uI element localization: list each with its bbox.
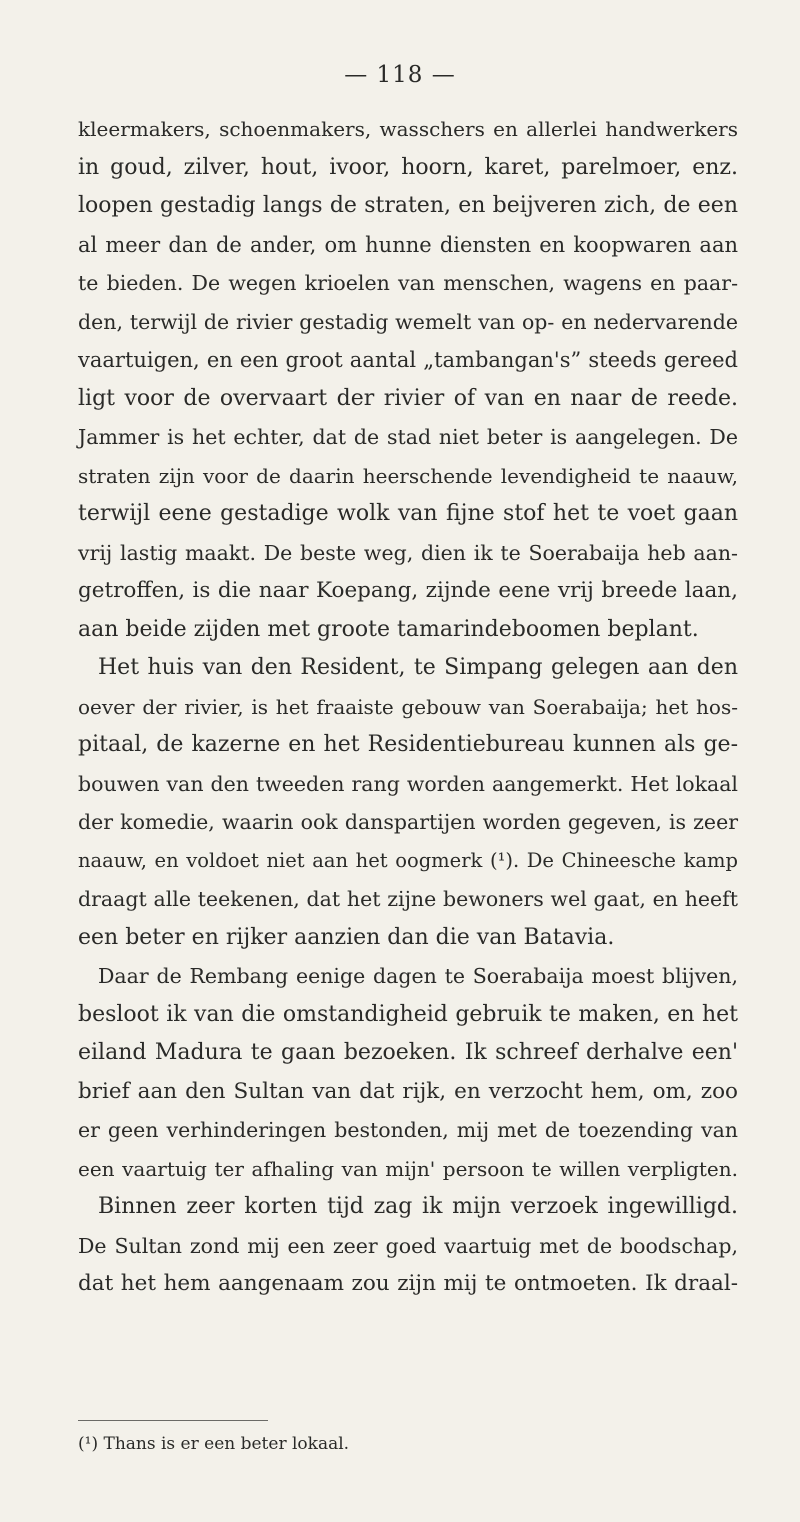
text-line: er geen verhinderingen bestonden, mij met de toezending van	[78, 1118, 738, 1142]
text-line: een beter en rijker aanzien dan die van Batavia.	[78, 924, 615, 950]
text-line: getroffen, is die naar Koepang, zijnde eene vrij breede laan,	[78, 578, 738, 603]
text-line: te bieden. De wegen krioelen van menschen, wagens en paar-	[78, 271, 738, 295]
text-line: vaartuigen, en een groot aantal „tambangan's” steeds gereed	[78, 348, 738, 372]
text-line: Jammer is het echter, dat de stad niet beter is aangelegen. De	[78, 425, 738, 449]
text-line: Het huis van den Resident, te Simpang gelegen aan den	[98, 655, 738, 680]
text-line: Binnen zeer korten tijd zag ik mijn verzoek ingewilligd.	[98, 1194, 738, 1219]
text-line: draagt alle teekenen, dat het zijne bewoners wel gaat, en heeft	[78, 887, 738, 911]
text-line: in goud, zilver, hout, ivoor, hoorn, karet, parelmoer, enz.	[78, 154, 738, 180]
text-line: pitaal, de kazerne en het Residentiebureau kunnen als ge-	[78, 732, 738, 757]
text-line: een vaartuig ter afhaling van mijn' persoon te willen verpligten.	[78, 1156, 738, 1181]
body-text	[78, 110, 738, 1304]
text-line: den, terwijl de rivier gestadig wemelt van op- en nedervarende	[78, 309, 738, 334]
text-line: Daar de Rembang eenige dagen te Soerabaija moest blijven,	[98, 964, 738, 988]
footnote-divider	[78, 1420, 268, 1421]
page-number: — 118 —	[344, 62, 456, 88]
text-line: brief aan den Sultan van dat rijk, en verzocht hem, om, zoo	[78, 1078, 738, 1104]
footnote: (¹) Thans is er een beter lokaal.	[78, 1434, 350, 1454]
text-line: naauw, en voldoet niet aan het oogmerk (¹). De Chineesche kamp	[78, 848, 738, 872]
text-line: besloot ik van die omstandigheid gebruik te maken, en het	[78, 1001, 738, 1027]
text-line: aan beide zijden met groote tamarindeboomen beplant.	[78, 616, 699, 642]
text-line: vrij lastig maakt. De beste weg, dien ik te Soerabaija heb aan-	[78, 540, 738, 565]
text-line: bouwen van den tweeden rang worden aangemerkt. Het lokaal	[78, 771, 738, 796]
text-line: eiland Madura te gaan bezoeken. Ik schreef derhalve een'	[78, 1040, 738, 1065]
text-line: dat het hem aangenaam zou zijn mij te ontmoeten. Ik draal-	[78, 1271, 738, 1296]
text-line: ligt voor de overvaart der rivier of van en naar de reede.	[78, 385, 738, 411]
text-line: terwijl eene gestadige wolk van fijne stof het te voet gaan	[78, 501, 738, 526]
text-line: al meer dan de ander, om hunne diensten en koopwaren aan	[78, 232, 738, 257]
text-line: der komedie, waarin ook danspartijen worden gegeven, is zeer	[78, 810, 738, 834]
text-line: straten zijn voor de daarin heerschende levendigheid te naauw,	[78, 463, 738, 488]
text-line: loopen gestadig langs de straten, en beijveren zich, de een	[78, 193, 738, 218]
text-line: kleermakers, schoenmakers, wasschers en allerlei handwerkers	[78, 117, 738, 141]
text-line: oever der rivier, is het fraaiste gebouw van Soerabaija; het hos-	[78, 694, 738, 719]
text-line: De Sultan zond mij een zeer goed vaartuig met de boodschap,	[78, 1233, 738, 1258]
